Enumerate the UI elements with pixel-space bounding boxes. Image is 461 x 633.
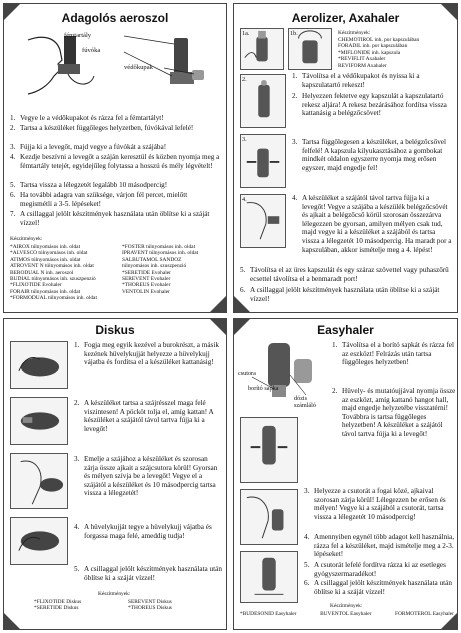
product-item: *THOREUS Diskus (128, 605, 172, 612)
product-item: IPRAVENT túlnyomásos inh. oldat (122, 250, 199, 257)
product-item: *AIROX túlnyomásos inh. oldat (10, 244, 81, 250)
panel-title: Aerolizer, Axahaler (291, 11, 400, 25)
products-row (240, 611, 454, 617)
step-5: 5. Távolítsa el az üres kapszulát és egy száraz szövettel vagy puhaszőrű ecsettel távolítsa el a benmaradt port! (240, 266, 449, 283)
product-item: ATIMOS túlnyomásos inh. oldat (10, 256, 81, 263)
product-item: SALBUTAMOL SANDOZ (122, 256, 182, 263)
step-2: 2. A készüléket tartsa a szájrésszel maga felé viszintesen! A pöcköt tolja el, amíg kattan! A készüléket a szájától távol tartva fújja ki a levegőt! (74, 399, 214, 433)
figure-label: 4. (242, 196, 247, 203)
product-item: *FLIXOTIDE Diskus (34, 599, 82, 605)
product-item: REVIFORM Axahaler (338, 62, 387, 69)
product-item: *FLIXOTIDE Evohaler (10, 282, 62, 289)
product-item: *REVIFLIT Axahaler (338, 56, 386, 63)
product-item: *FORMODUAL túlnyomásos inh. oldat (10, 295, 97, 302)
products-heading: Készítmények: (10, 236, 43, 242)
product-item: SEREVENT Evohaler (122, 276, 171, 283)
step-3: 3. Helyezze a csutorát a fogai közé, ajkaival szorosan zárja körül! Lélegezzen be erősen és mélyen! Vegye ki a szájából a csutorát, tartsa vissza a lélegzetét 10 másodpercig! (304, 487, 446, 521)
step-5: 5. A csutorát lefelé fordítva rázza ki az esetleges gyógyszermaradékot! (304, 561, 446, 578)
panel-title: Adagolós aeroszol (61, 11, 169, 25)
panel-title: Diskus (95, 323, 135, 337)
corner-mark (210, 296, 226, 312)
step-6: 6. A csillaggal jelölt készítmények használata után öblítse ki a száját vízzel! (304, 579, 452, 596)
step-1: 1. Távolítsa el a borító sapkát és rázza fel az eszközt! Felrázás után tartsa függőleges helyzetben! (332, 341, 454, 367)
step-3: 3. Fújja ki a levegőt, majd vegye a fúvókát a szájába! (10, 143, 167, 151)
label-cap: védőkupak (124, 64, 153, 71)
panel-metered-dose-aerosol (3, 3, 227, 313)
products-left (34, 599, 124, 612)
step-4: 4. A hüvelykujját tegye a hüvelykujj vájatba és forgassa maga felé, ameddig tudja! (74, 523, 212, 540)
step-3: 3. Emelje a szájához a készüléket és szorosan zárja össze ajkait a szájcsutora körül! Gyorsan és mélyen szívja be a levegőt! Vegye el a szájától a készüléket és 10 másodpercig tartsa vissza a lélegzetét! (74, 455, 218, 498)
product-item: *FOSTER túlnyomásos inh. oldat (122, 244, 196, 250)
product-item: BUDIAL túlnyomásos inh. szuszpenzió (10, 276, 96, 283)
step-1: 1. Távolítsa el a védőkupakot és nyissa ki a kapszulatartó rekeszt! (292, 72, 420, 89)
figure-5 (240, 551, 298, 603)
step-2: 2. Hüvely- és mutatóujjával nyomja össze az eszközt, amíg kattanó hangot hall, majd engedje helyzetébe visszatérni! Továbbra is tartsa függőleges helyzetben! A készüléket a szájától távol tartva fújja ki a levegőt! (332, 387, 456, 438)
products-list (338, 37, 456, 69)
step-7: 7. A csillaggal jelölt készítmények használata után öblítse ki a száját vízzel! (10, 210, 210, 227)
panel-diskus (3, 318, 227, 630)
product-item: *BUDESONID Easyhaler (240, 611, 297, 617)
step-4: 4. A készüléket a szájától távol tartva fújja ki a levegőt! Vegye a szájába a készülék belégzőcsövét és ajkait a belégzőcső körül szorosan összezárva lélegezzen be gyorsan, amilyen mélyen csak tud, majd vegye ki a készüléket a szájából és tartsa vissza a lélegzetét 10 másodpercig. Ha maradt por a kapszulában, akkor ismételje meg a 4. lépést! (292, 194, 452, 254)
products-heading: Készítmények: (330, 603, 363, 609)
product-item: FORMOTEROL Easyhaler (395, 611, 454, 617)
figure-3 (10, 453, 68, 509)
product-item: VENTOLIN Evohaler (122, 288, 170, 295)
products-heading: Készítmények: (98, 591, 131, 597)
label-mouthpiece: csutora (238, 370, 256, 377)
products-right (128, 599, 218, 612)
products-heading: Készítmények: (338, 30, 371, 36)
label-dose-counter: dózis számláló (294, 395, 316, 409)
figure-1 (10, 341, 68, 389)
figure-2 (10, 397, 68, 445)
step-5: 5. Tartsa vissza a lélegzetét legalább 10 másodpercig! (10, 181, 168, 189)
product-item: ATROVENT N túlnyomásos inh. oldat (10, 263, 94, 270)
figure-2 (240, 417, 298, 483)
corner-mark (4, 613, 20, 629)
product-item: BUVENTOL Easyhaler (320, 611, 372, 617)
step-6: 6. Ha további adagra van szüksége, várjon fél percet, mielőtt megismétli a 3-5. lépéseket! (10, 191, 188, 208)
product-item: CHEMOTIROL inh. por kapszulában (338, 37, 420, 43)
panel-title: Easyhaler (317, 323, 374, 337)
step-6: 6. A csillaggal jelölt készítmények használata után öblítse ki a száját vízzel! (240, 286, 440, 303)
inhaler-illustration (24, 30, 214, 100)
product-item: *THOREUS Evohaler (122, 282, 171, 289)
panel-aerolizer-axahaler (233, 3, 458, 313)
product-item: FORAIR túlnyomásos inh. oldat (10, 288, 81, 295)
step-1: 1. Fogja meg egyik kezével a burokrészt, a másik kezének hüvelykujját helyezze a hüvelykujj vájatba és fordítsa el a készüléket kattanásig! (74, 341, 219, 367)
product-item: *SERETIDE Evohaler (122, 269, 171, 276)
product-item: SEREVENT Diskus (128, 599, 172, 605)
step-2: 2. Tartsa a készüléket függőleges helyzetben, fúvókával lefelé! (10, 124, 194, 132)
products-right (122, 244, 224, 295)
step-4: 4. Kezdje beszívni a levegőt a száján keresztül és közben nyomja meg a fémtartály tetejét, egyidejűleg folytassa a hosszú és mély légvételt! (10, 153, 220, 170)
figure-4 (10, 517, 68, 565)
step-4: 4. Amennyiben egynél több adagot kell használnia, rázza fel a készüléket, majd ismételje meg a 2-3. lépéseket! (304, 533, 455, 559)
product-item: *SERETIDE Diskus (34, 605, 79, 612)
label-mouthpiece: fúvóka (82, 47, 101, 54)
label-cover-cap: borító sapka (248, 385, 279, 392)
product-item: FORADIL inh. por kapszulában (338, 43, 408, 50)
figure-label: 2. (242, 76, 247, 83)
step-2: 2. Helyezzen fektetve egy kapszulát a kapszulatartó rekesz aljára! A rekesz bezárásához fordítsa vissza kattanásig a belégzőcsövet! (292, 92, 447, 118)
products-left (10, 244, 122, 302)
step-3: 3. Tartsa függőlegesen a készüléket, a belégzőcsővel felfelé! A kapszula kilyukasztásához a gombokat mindkét oldalon egyszerre nyomja meg erősen egyszer, majd engedje fel! (292, 138, 446, 172)
product-item: túlnyomásos inh. szuszpenzió (122, 263, 187, 270)
step-1: 1. Vegye le a védőkupakot és rázza fel a fémtartályt! (10, 114, 164, 122)
step-5: 5. A csillaggal jelölt készítmények használata után öblítse ki a száját vízzel! (74, 565, 222, 582)
figure-label: 1a. (242, 30, 250, 37)
figure-label: 1b. (290, 30, 298, 37)
figure-3 (240, 489, 298, 545)
label-canister: fémtartály (64, 32, 92, 39)
product-item: BERODUAL N inh. aeroszol (10, 269, 74, 276)
panel-easyhaler (233, 318, 458, 630)
product-item: *MIFLONIDE inh. kapszula (338, 49, 401, 56)
product-item: *ALVESCO túlnyomásos inh. oldat (10, 250, 88, 257)
figure-label: 3. (242, 136, 247, 143)
